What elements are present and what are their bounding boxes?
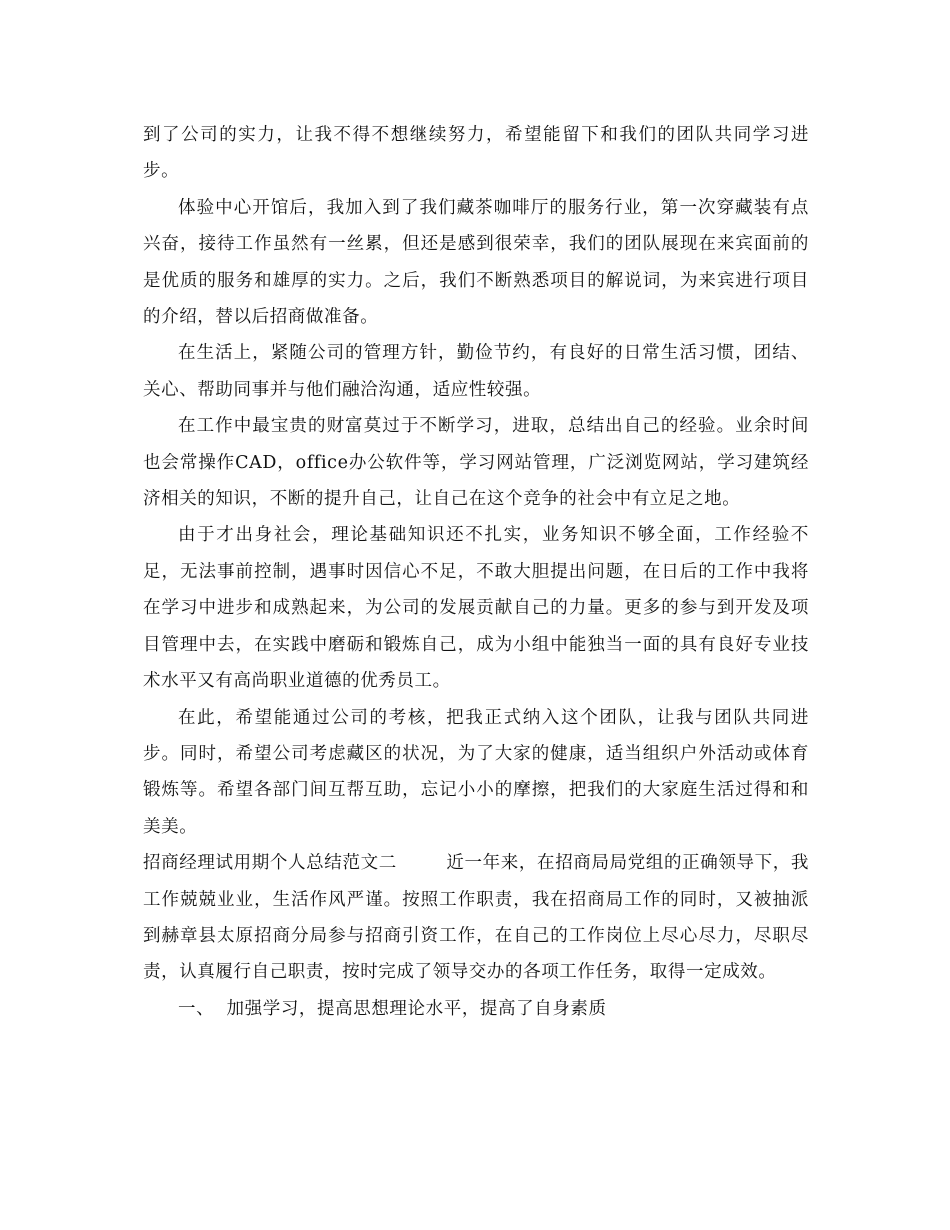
section-two bbox=[143, 845, 809, 991]
paragraph-experience-center: 体验中心开馆后，我加入到了我们藏茶咖啡厅的服务行业，第一次穿藏装有点兴奋，接待工作虽然有一丝累，但还是感到很荣幸，我们的团队展现在来宾面前的是优质的服务和雄厚的实力。之后，我们不断熟悉项目的解说词，为来宾进行项目的介绍，替以后招商做准备。 bbox=[143, 197, 809, 328]
document-body bbox=[143, 117, 809, 1027]
heading-text: 加强学习，提高思想理论水平，提高了自身素质 bbox=[226, 998, 607, 1019]
paragraph-hopes: 在此，希望能通过公司的考核，把我正式纳入这个团队，让我与团队共同进步。同时，希望公司考虑藏区的状况，为了大家的健康，适当组织户外活动或体育锻炼等。希望各部门间互帮互助，忘记小小的摩擦，把我们的大家庭生活过得和和美美。 bbox=[143, 707, 809, 837]
paragraph-learning: 在工作中最宝贵的财富莫过于不断学习，进取，总结出自己的经验。业余时间也会常操作CAD，office办公软件等，学习网站管理，广泛浏览网站，学习建筑经济相关的知识，不断的提升自己，让自己在这个竞争的社会中有立足之地。 bbox=[143, 416, 809, 510]
heading-one bbox=[143, 991, 809, 1027]
heading-number: 一、 bbox=[178, 998, 215, 1019]
paragraph-continuation: 到了公司的实力，让我不得不想继续努力，希望能留下和我们的团队共同学习进步。 bbox=[143, 125, 809, 182]
section-body: 近一年来，在招商局局党组的正确领导下，我工作兢兢业业，生活作风严谨。按照工作职责，我在招商局工作的同时，又被抽派到赫章县太原招商分局参与招商引资工作，在自己的工作岗位上尽心尽力，尽职尽责，认真履行自己职责，按时完成了领导交办的各项工作任务，取得一定成效。 bbox=[143, 853, 809, 983]
paragraph-shortcomings: 由于才出身社会，理论基础知识还不扎实，业务知识不够全面，工作经验不足，无法事前控制，遇事时因信心不足，不敢大胆提出问题，在日后的工作中我将在学习中进步和成熟起来，为公司的发展贡献自己的力量。更多的参与到开发及项目管理中去，在实践中磨砺和锻炼自己，成为小组中能独当一面的具有良好专业技术水平又有高尚职业道德的优秀员工。 bbox=[143, 525, 809, 692]
paragraph-life: 在生活上，紧随公司的管理方针，勤俭节约，有良好的日常生活习惯，团结、关心、帮助同事并与他们融洽沟通，适应性较强。 bbox=[143, 343, 809, 400]
section-title: 招商经理试用期个人总结范文二 bbox=[143, 853, 397, 874]
